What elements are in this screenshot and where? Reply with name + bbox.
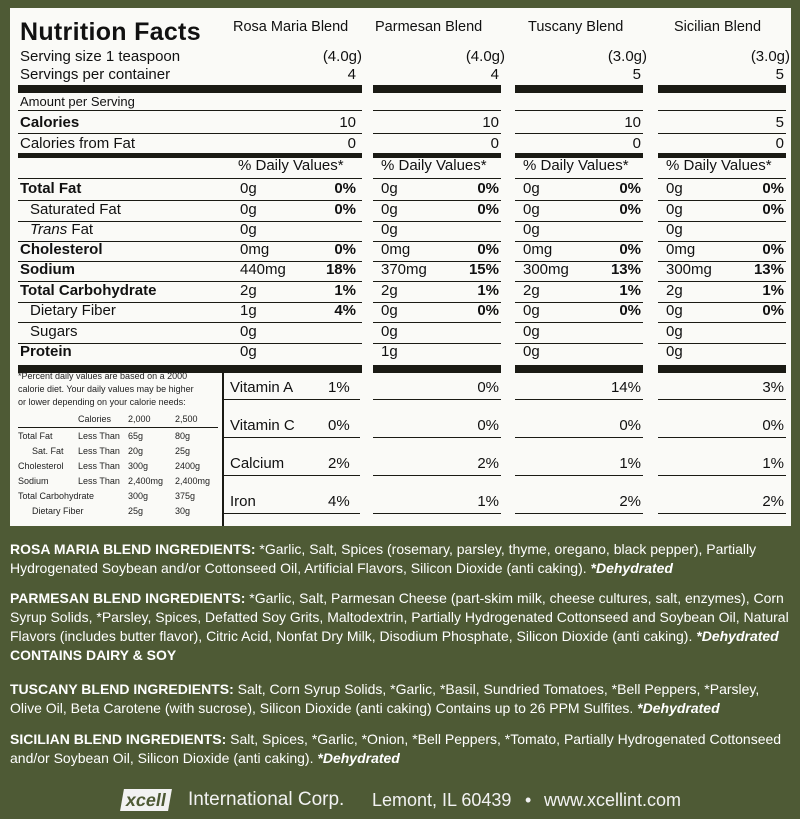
ingredients-block-1	[10, 589, 794, 665]
percent-1-2: 0%	[619, 201, 641, 218]
amount-3-2: 0mg	[523, 241, 553, 258]
rule-line	[515, 133, 643, 134]
footnote-cell-0-0: Total Fat	[18, 431, 53, 441]
calories-value-3: 5	[775, 114, 784, 131]
rule-line	[658, 110, 786, 111]
nutrition-facts-title: Nutrition Facts	[20, 18, 201, 46]
thick-rule	[373, 365, 501, 373]
calories-fat-value-3: 0	[775, 135, 784, 152]
footnote-cell-0-2: 65g	[128, 431, 144, 441]
rule-line	[18, 133, 362, 134]
percent-5-3: 1%	[762, 282, 784, 299]
rule-line	[515, 110, 643, 111]
vitamin-value-1-0: 0%	[328, 417, 350, 434]
vitamin-value-3-2: 2%	[619, 493, 641, 510]
vitamin-value-0-1: 0%	[477, 379, 499, 396]
footnote-cell-4-2: 300g	[128, 491, 149, 501]
nutrient-label-4: Sodium	[20, 261, 75, 278]
amount-7-1: 0g	[381, 323, 398, 340]
vitamin-value-3-1: 1%	[477, 493, 499, 510]
daily-values-header-0: % Daily Values*	[238, 157, 344, 174]
thick-rule	[658, 85, 786, 93]
footnote-cell-2-0: Cholesterol	[18, 461, 64, 471]
servings-label: Servings per container	[20, 66, 171, 83]
footnote-cell-2-1: Less Than	[78, 461, 120, 471]
footnote-cell-3-1: Less Than	[78, 476, 120, 486]
rule-line	[18, 178, 362, 179]
amount-4-3: 300mg	[666, 261, 712, 278]
amount-6-3: 0g	[666, 302, 683, 319]
vitamin-value-2-3: 1%	[762, 455, 784, 472]
amount-5-1: 2g	[381, 282, 398, 299]
ingredients-body-2: Salt, Corn Syrup Solids, *Garlic, *Basil, Sundried Tomatoes, *Bell Peppers, *Parsley, Olive Oil, Beta Carotene (with sucrose), Silicon Dioxide (anti caking) Contains up to 26 PPM Sulfites.	[10, 681, 760, 716]
amount-1-0: 0g	[240, 201, 257, 218]
serving-size-label: Serving size 1 teaspoon	[20, 48, 181, 65]
blend-header-3: Sicilian Blend	[674, 19, 762, 35]
footnote-cell-1-3: 25g	[175, 446, 191, 456]
ingredients-block-2	[10, 680, 794, 718]
rule-line	[224, 475, 360, 476]
amount-4-1: 370mg	[381, 261, 427, 278]
vitamin-value-3-3: 2%	[762, 493, 784, 510]
serving-size-value-3: (3.0g)	[750, 48, 790, 65]
company-name: International Corp.	[188, 789, 345, 810]
amount-6-2: 0g	[523, 302, 540, 319]
percent-6-1: 0%	[477, 302, 499, 319]
amount-7-2: 0g	[523, 323, 540, 340]
vitamin-value-3-0: 4%	[328, 493, 350, 510]
footnote-cell-1-1: Less Than	[78, 446, 120, 456]
vitamin-value-1-3: 0%	[762, 417, 784, 434]
rule-line	[515, 437, 643, 438]
footnote-line-0: *Percent daily values are based on a 2000	[18, 371, 188, 381]
rule-line	[658, 437, 786, 438]
vitamin-divider	[222, 371, 224, 526]
serving-size-value-2: (3.0g)	[607, 48, 647, 65]
percent-4-0: 18%	[325, 261, 356, 278]
dehydrated-note-3: *Dehydrated	[317, 750, 400, 766]
footnote-cell-5-3: 30g	[175, 506, 191, 516]
rule-line	[658, 133, 786, 134]
amount-0-3: 0g	[666, 180, 683, 197]
vitamin-label-1: Vitamin C	[230, 417, 295, 434]
servings-value-1: 4	[490, 66, 499, 83]
amount-5-2: 2g	[523, 282, 540, 299]
amount-0-0: 0g	[240, 180, 257, 197]
percent-3-3: 0%	[762, 241, 784, 258]
amount-7-3: 0g	[666, 323, 683, 340]
rule-line	[515, 178, 643, 179]
footnote-cell-5-0: Dietary Fiber	[32, 506, 84, 516]
daily-values-header-2: % Daily Values*	[523, 157, 629, 174]
percent-6-0: 4%	[334, 302, 356, 319]
rule-line	[224, 399, 360, 400]
footer-separator: •	[525, 790, 532, 810]
percent-0-2: 0%	[619, 180, 641, 197]
thick-rule	[373, 85, 501, 93]
footnote-cell-1-2: 20g	[128, 446, 144, 456]
footnote-cell-4-3: 375g	[175, 491, 196, 501]
trans-italic: Trans	[30, 221, 68, 238]
rule-line	[373, 513, 501, 514]
rule-line	[224, 437, 360, 438]
nutrient-label-6: Dietary Fiber	[30, 302, 116, 319]
calories-label: Calories	[20, 114, 80, 131]
footnote-cell-5-2: 25g	[128, 506, 144, 516]
amount-8-2: 0g	[523, 343, 540, 360]
vitamin-value-0-3: 3%	[762, 379, 784, 396]
dehydrated-note-1: *Dehydrated	[696, 628, 779, 644]
percent-3-2: 0%	[619, 241, 641, 258]
amount-8-3: 0g	[666, 343, 683, 360]
amount-3-1: 0mg	[381, 241, 411, 258]
ingredients-body-1: *Garlic, Salt, Parmesan Cheese (part-skim milk, cheese cultures, salt, enzymes), Corn Syrup Solids, *Parsley, Spices, Defatted Soy Grits, Maltodextrin, Partially Hydrogenated Cottonseed and Soybean Oil, Natural Flavors (includes butter flavor), Citric Acid, Nonfat Dry Milk, Disodium Phosphate, Silicon Dioxide (anti caking).	[10, 590, 789, 644]
rule-line	[658, 178, 786, 179]
nutrient-label-7: Sugars	[30, 323, 78, 340]
ingredients-heading-3: SICILIAN BLEND INGREDIENTS:	[10, 731, 227, 747]
xcell-logo: xcell	[120, 789, 172, 811]
rule-line	[373, 133, 501, 134]
ingredients-block-0	[10, 540, 794, 578]
rule-line	[224, 513, 360, 514]
amount-5-0: 2g	[240, 282, 257, 299]
ingredients-heading-0: ROSA MARIA BLEND INGREDIENTS:	[10, 541, 256, 557]
nutrient-label-5: Total Carbohydrate	[20, 282, 157, 299]
footnote-cell-4-0: Total Carbohydrate	[18, 491, 95, 501]
amount-8-1: 1g	[381, 343, 398, 360]
calories-value-1: 10	[482, 114, 499, 131]
calories-value-2: 10	[624, 114, 641, 131]
percent-1-1: 0%	[477, 201, 499, 218]
amount-3-0: 0mg	[240, 241, 270, 258]
amount-6-1: 0g	[381, 302, 398, 319]
footnote-line-1: calorie diet. Your daily values may be higher	[18, 384, 194, 394]
calories-fat-label: Calories from Fat	[20, 135, 136, 152]
ingredients-heading-2: TUSCANY BLEND INGREDIENTS:	[10, 681, 234, 697]
nutrition-panel	[10, 8, 791, 526]
amount-2-0: 0g	[240, 221, 257, 238]
percent-5-0: 1%	[334, 282, 356, 299]
footnote-cell-2-3: 2400g	[175, 461, 201, 471]
amount-8-0: 0g	[240, 343, 257, 360]
thick-rule	[515, 85, 643, 93]
thick-rule	[658, 365, 786, 373]
amount-0-1: 0g	[381, 180, 398, 197]
percent-5-2: 1%	[619, 282, 641, 299]
footnote-header-2: 2,000	[128, 414, 151, 424]
footnote-cell-0-1: Less Than	[78, 431, 120, 441]
serving-size-value-1: (4.0g)	[465, 48, 505, 65]
daily-values-header-1: % Daily Values*	[381, 157, 487, 174]
amount-2-3: 0g	[666, 221, 683, 238]
percent-3-1: 0%	[477, 241, 499, 258]
amount-2-2: 0g	[523, 221, 540, 238]
amount-2-1: 0g	[381, 221, 398, 238]
vitamin-value-0-0: 1%	[328, 379, 350, 396]
rule-line	[515, 475, 643, 476]
rule-line	[658, 399, 786, 400]
vitamin-label-3: Iron	[230, 493, 256, 510]
amount-per-serving-label: Amount per Serving	[20, 94, 135, 109]
nutrient-label-0: Total Fat	[20, 180, 82, 197]
thick-rule	[515, 365, 643, 373]
amount-7-0: 0g	[240, 323, 257, 340]
calories-value-0: 10	[339, 114, 356, 131]
vitamin-value-0-2: 14%	[610, 379, 641, 396]
percent-4-2: 13%	[610, 261, 641, 278]
vitamin-label-2: Calcium	[230, 455, 285, 472]
vitamin-value-2-0: 2%	[328, 455, 350, 472]
amount-1-2: 0g	[523, 201, 540, 218]
rule-line	[658, 475, 786, 476]
blend-header-0: Rosa Maria Blend	[233, 19, 349, 35]
footnote-cell-1-0: Sat. Fat	[32, 446, 64, 456]
calories-fat-value-2: 0	[632, 135, 641, 152]
percent-6-3: 0%	[762, 302, 784, 319]
amount-1-1: 0g	[381, 201, 398, 218]
amount-4-2: 300mg	[523, 261, 569, 278]
servings-value-2: 5	[632, 66, 641, 83]
company-website: www.xcellint.com	[544, 790, 682, 810]
footnote-cell-2-2: 300g	[128, 461, 149, 471]
rule-line	[515, 513, 643, 514]
amount-4-0: 440mg	[240, 261, 286, 278]
rule-line	[373, 399, 501, 400]
footnote-line-2: or lower depending on your calorie needs:	[18, 397, 186, 407]
percent-3-0: 0%	[334, 241, 356, 258]
footnote-cell-3-3: 2,400mg	[175, 476, 211, 486]
vitamin-value-1-1: 0%	[477, 417, 499, 434]
blend-header-2: Tuscany Blend	[528, 19, 624, 35]
footnote-header-3: 2,500	[175, 414, 198, 424]
rule-line	[18, 110, 362, 111]
rule-line	[515, 399, 643, 400]
nutrient-label-3: Cholesterol	[20, 241, 103, 258]
calories-fat-value-0: 0	[347, 135, 356, 152]
ingredients-body-3: Salt, Spices, *Garlic, *Onion, *Bell Peppers, *Tomato, Partially Hydrogenated Cottonseed and/or Soybean Oil, Silicon Dioxide (anti caking).	[10, 731, 782, 766]
percent-6-2: 0%	[619, 302, 641, 319]
footnote-header-1: Calories	[78, 414, 112, 424]
amount-5-3: 2g	[666, 282, 683, 299]
trans-rest: Fat	[67, 221, 94, 238]
servings-value-0: 4	[347, 66, 356, 83]
ingredients-body-0: *Garlic, Salt, Spices (rosemary, parsley, thyme, oregano, black pepper), Partially Hydrogenated Soybean and/or Cottonseed Oil, Artificial Flavors, Silicon Dioxide (anti caking).	[10, 541, 757, 576]
percent-5-1: 1%	[477, 282, 499, 299]
vitamin-value-2-2: 1%	[619, 455, 641, 472]
ingredients-block-3	[10, 730, 794, 768]
percent-0-3: 0%	[762, 180, 784, 197]
company-location: Lemont, IL 60439	[372, 790, 512, 810]
rule-line	[373, 178, 501, 179]
nutrient-label-8: Protein	[20, 343, 72, 360]
calories-fat-value-1: 0	[490, 135, 499, 152]
amount-0-2: 0g	[523, 180, 540, 197]
percent-4-1: 15%	[468, 261, 499, 278]
amount-6-0: 1g	[240, 302, 257, 319]
amount-3-3: 0mg	[666, 241, 696, 258]
rule-line	[373, 110, 501, 111]
serving-size-value-0: (4.0g)	[322, 48, 362, 65]
nutrient-label-1: Saturated Fat	[30, 201, 121, 218]
blend-header-1: Parmesan Blend	[375, 19, 483, 35]
percent-4-3: 13%	[753, 261, 784, 278]
footnote-cell-0-3: 80g	[175, 431, 191, 441]
rule-line	[658, 513, 786, 514]
rule-line	[373, 437, 501, 438]
footnote-cell-3-2: 2,400mg	[128, 476, 164, 486]
servings-value-3: 5	[775, 66, 784, 83]
daily-values-header-3: % Daily Values*	[666, 157, 772, 174]
rule-line	[373, 475, 501, 476]
percent-0-1: 0%	[477, 180, 499, 197]
dehydrated-note-0: *Dehydrated	[590, 560, 673, 576]
dehydrated-note-2: *Dehydrated	[637, 700, 720, 716]
percent-1-0: 0%	[334, 201, 356, 218]
vitamin-value-2-1: 2%	[477, 455, 499, 472]
allergen-note: CONTAINS DAIRY & SOY	[10, 647, 177, 663]
ingredients-heading-1: PARMESAN BLEND INGREDIENTS:	[10, 590, 246, 606]
vitamin-value-1-2: 0%	[619, 417, 641, 434]
rule-line	[18, 427, 218, 428]
percent-1-3: 0%	[762, 201, 784, 218]
percent-0-0: 0%	[334, 180, 356, 197]
amount-1-3: 0g	[666, 201, 683, 218]
vitamin-label-0: Vitamin A	[230, 379, 294, 396]
footnote-cell-3-0: Sodium	[18, 476, 49, 486]
thick-rule	[18, 85, 362, 93]
nutrient-label-2	[30, 221, 93, 238]
